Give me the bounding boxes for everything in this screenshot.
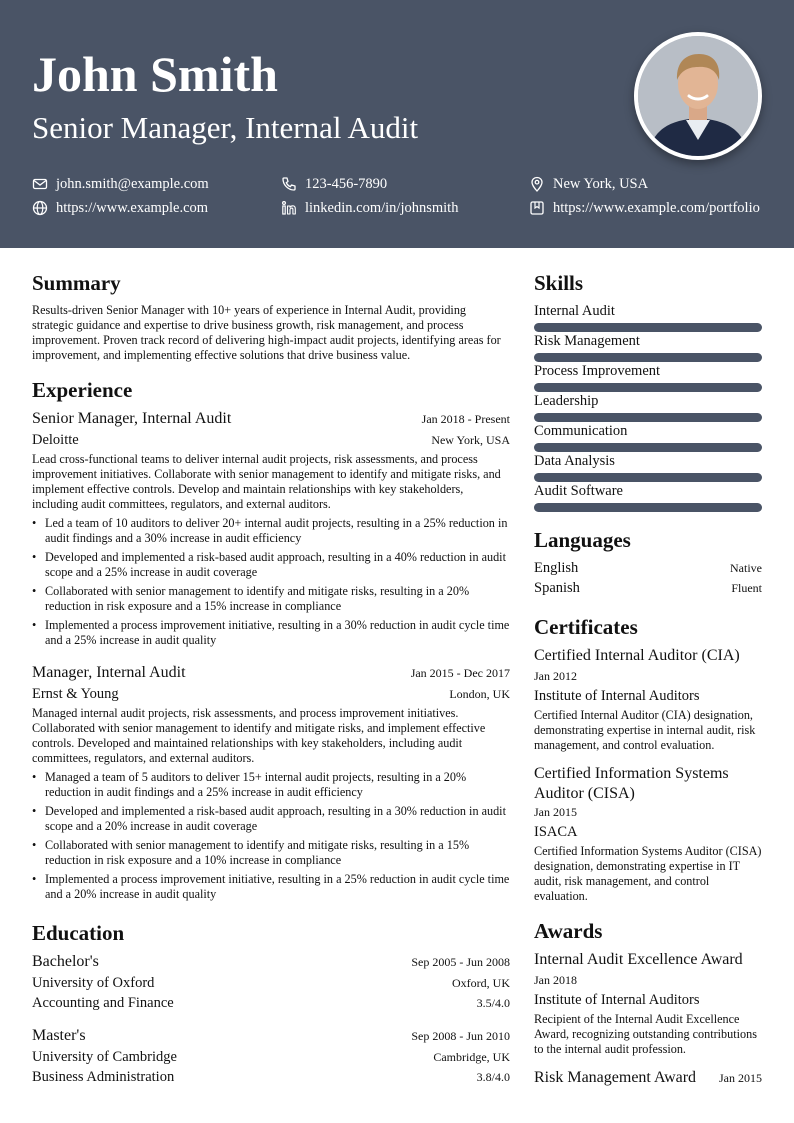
list-item: • Developed and implemented a risk-based audit approach, resulting in a 30% reduction in audit scope and a 20% increase in audit coverage [32, 804, 510, 834]
certificate-1-issuer: Institute of Internal Auditors [534, 688, 700, 704]
job-2-role: Manager, Internal Audit [32, 664, 186, 681]
skill-label: Risk Management [534, 333, 640, 349]
job-1-company-row [32, 431, 510, 449]
education-2-location: Cambridge, UK [433, 1050, 510, 1064]
list-item: • Led a team of 10 auditors to deliver 20+ internal audit projects, resulting in a 25% reduction in audit findings and a 30% increase in audit efficiency [32, 516, 510, 546]
list-item: • Implemented a process improvement initiative, resulting in a 30% reduction in audit cycle time and a 25% increase in audit quality [32, 618, 510, 648]
certificates-heading: Certificates [534, 615, 638, 639]
education-2-header [32, 1026, 510, 1046]
education-1-location: Oxford, UK [452, 976, 510, 990]
job-2-achievements [32, 770, 510, 906]
job-1-location: New York, USA [431, 433, 510, 447]
phone-contact[interactable] [281, 175, 387, 193]
skill-label: Data Analysis [534, 453, 615, 469]
education-1-field: Accounting and Finance [32, 995, 174, 1011]
skill-label: Audit Software [534, 483, 623, 499]
languages-heading: Languages [534, 528, 631, 552]
education-1-field-row [32, 994, 510, 1012]
education-1-dates: Sep 2005 - Jun 2008 [411, 955, 510, 969]
skill-bar [534, 473, 762, 482]
portfolio-text: https://www.example.com/portfolio [553, 200, 760, 216]
job-1-role: Senior Manager, Internal Audit [32, 410, 232, 427]
education-2-school: University of Cambridge [32, 1049, 177, 1065]
linkedin-contact[interactable] [281, 199, 458, 217]
education-2-dates: Sep 2008 - Jun 2010 [411, 1029, 510, 1043]
linkedin-icon [281, 200, 297, 216]
language-level: Fluent [731, 581, 762, 595]
website-text: https://www.example.com [56, 200, 209, 216]
award-1-description: Recipient of the Internal Audit Excellence Award, recognizing outstanding contributions to the internal audit profession. [534, 1012, 757, 1056]
language-name: Spanish [534, 580, 580, 596]
portfolio-contact[interactable] [529, 199, 760, 217]
education-2-degree: Master's [32, 1027, 86, 1044]
email-text: john.smith@example.com [56, 176, 209, 192]
globe-icon [32, 200, 48, 216]
website-contact[interactable] [32, 199, 208, 217]
job-1-dates: Jan 2018 - Present [421, 412, 510, 426]
award-2-header [534, 1068, 762, 1088]
job-2-header [32, 663, 510, 683]
skill-bar [534, 323, 762, 332]
job-2-dates: Jan 2015 - Dec 2017 [410, 666, 510, 680]
award-2-date: Jan 2015 [719, 1071, 762, 1085]
experience-heading: Experience [32, 378, 133, 402]
skill-bar [534, 413, 762, 422]
language-row [534, 579, 762, 597]
skills-heading: Skills [534, 271, 584, 295]
education-heading: Education [32, 921, 125, 945]
location-contact [529, 175, 648, 193]
award-2-name: Risk Management Award [534, 1069, 697, 1086]
phone-icon [281, 176, 297, 192]
awards-heading: Awards [534, 919, 603, 943]
summary-text: Results-driven Senior Manager with 10+ years of experience in Internal Audit, providing strategic guidance and expertise to drive business growth, risk management, and process improvement. Proven track record of delivering high-impact audit projects, identifying areas for improvement, and implementing effective solutions that drive business value. [32, 303, 501, 362]
job-1-description: Lead cross-functional teams to deliver internal audit projects, risk assessments, and process improvement initiatives. Collaborate with senior management to identify and mitigate risks, and implement effective controls. Develop and maintain relationships with key stakeholders, including audit committees, regulators, and external auditors. [32, 452, 501, 511]
job-1-header [32, 409, 510, 429]
location-text: New York, USA [553, 176, 649, 192]
education-2-field: Business Administration [32, 1069, 175, 1085]
education-1-school: University of Oxford [32, 975, 155, 991]
award-1-issuer: Institute of Internal Auditors [534, 992, 700, 1008]
summary-heading: Summary [32, 271, 121, 295]
list-item: • Implemented a process improvement initiative, resulting in a 25% reduction in audit cycle time and a 20% increase in audit quality [32, 872, 510, 902]
education-1-header [32, 952, 510, 972]
skill-bar [534, 383, 762, 392]
award-1-name: Internal Audit Excellence Award [534, 951, 743, 968]
job-1-achievements [32, 516, 510, 652]
certificate-1-description: Certified Internal Auditor (CIA) designation, demonstrating expertise in internal audit, risk management, and control evaluation. [534, 708, 756, 752]
header-banner [0, 0, 794, 248]
skill-label: Internal Audit [534, 303, 615, 319]
job-2-company-row [32, 685, 510, 703]
skill-bar [534, 503, 762, 512]
skill-label: Leadership [534, 393, 599, 409]
job-2-location: London, UK [449, 687, 510, 701]
education-2-gpa: 3.8/4.0 [476, 1070, 510, 1084]
job-1-company: Deloitte [32, 432, 79, 448]
skill-label: Process Improvement [534, 363, 661, 379]
education-1-school-row [32, 974, 510, 992]
language-name: English [534, 560, 579, 576]
certificate-1-date: Jan 2012 [534, 669, 577, 683]
linkedin-text: linkedin.com/in/johnsmith [305, 200, 459, 216]
award-1-date: Jan 2018 [534, 973, 577, 987]
certificate-1-name: Certified Internal Auditor (CIA) [534, 647, 740, 664]
skill-label: Communication [534, 423, 628, 439]
education-2-field-row [32, 1068, 510, 1086]
certificate-2-date: Jan 2015 [534, 805, 577, 819]
certificate-2-description: Certified Information Systems Auditor (CISA) designation, demonstrating expertise in IT audit, risk management, and control evaluation. [534, 844, 762, 903]
job-2-description: Managed internal audit projects, risk assessments, and process improvement initiatives. Collaborated with senior management to identify and mitigate risks, and implement effective controls. Developed and maintained relationships with key stakeholders, including audit committees, regulators, and external auditors. [32, 706, 486, 765]
education-1-gpa: 3.5/4.0 [476, 996, 510, 1010]
language-row [534, 559, 762, 577]
profile-photo [634, 32, 762, 160]
skill-bar [534, 353, 762, 362]
phone-text: 123-456-7890 [305, 176, 388, 192]
list-item: • Collaborated with senior management to identify and mitigate risks, resulting in a 20% reduction in risk exposure and a 15% increase in compliance [32, 584, 510, 614]
education-2-school-row [32, 1048, 510, 1066]
candidate-title: Senior Manager, Internal Audit [32, 110, 419, 145]
candidate-name: John Smith [32, 46, 278, 102]
list-item: • Developed and implemented a risk-based audit approach, resulting in a 40% reduction in audit scope and a 25% increase in audit coverage [32, 550, 510, 580]
list-item: • Collaborated with senior management to identify and mitigate risks, resulting in a 15% reduction in risk exposure and a 10% increase in compliance [32, 838, 510, 868]
language-level: Native [730, 561, 762, 575]
map-pin-icon [529, 176, 545, 192]
education-1-degree: Bachelor's [32, 953, 99, 970]
skill-bar [534, 443, 762, 452]
list-item: • Managed a team of 5 auditors to deliver 15+ internal audit projects, resulting in a 20% reduction in audit findings and a 25% increase in audit efficiency [32, 770, 510, 800]
bookmark-icon [529, 200, 545, 216]
certificate-2-name: Certified Information Systems Auditor (CISA) [534, 765, 729, 802]
certificate-2-issuer: ISACA [534, 824, 578, 840]
mail-icon [32, 176, 48, 192]
job-2-company: Ernst & Young [32, 686, 119, 702]
email-contact[interactable] [32, 175, 209, 193]
